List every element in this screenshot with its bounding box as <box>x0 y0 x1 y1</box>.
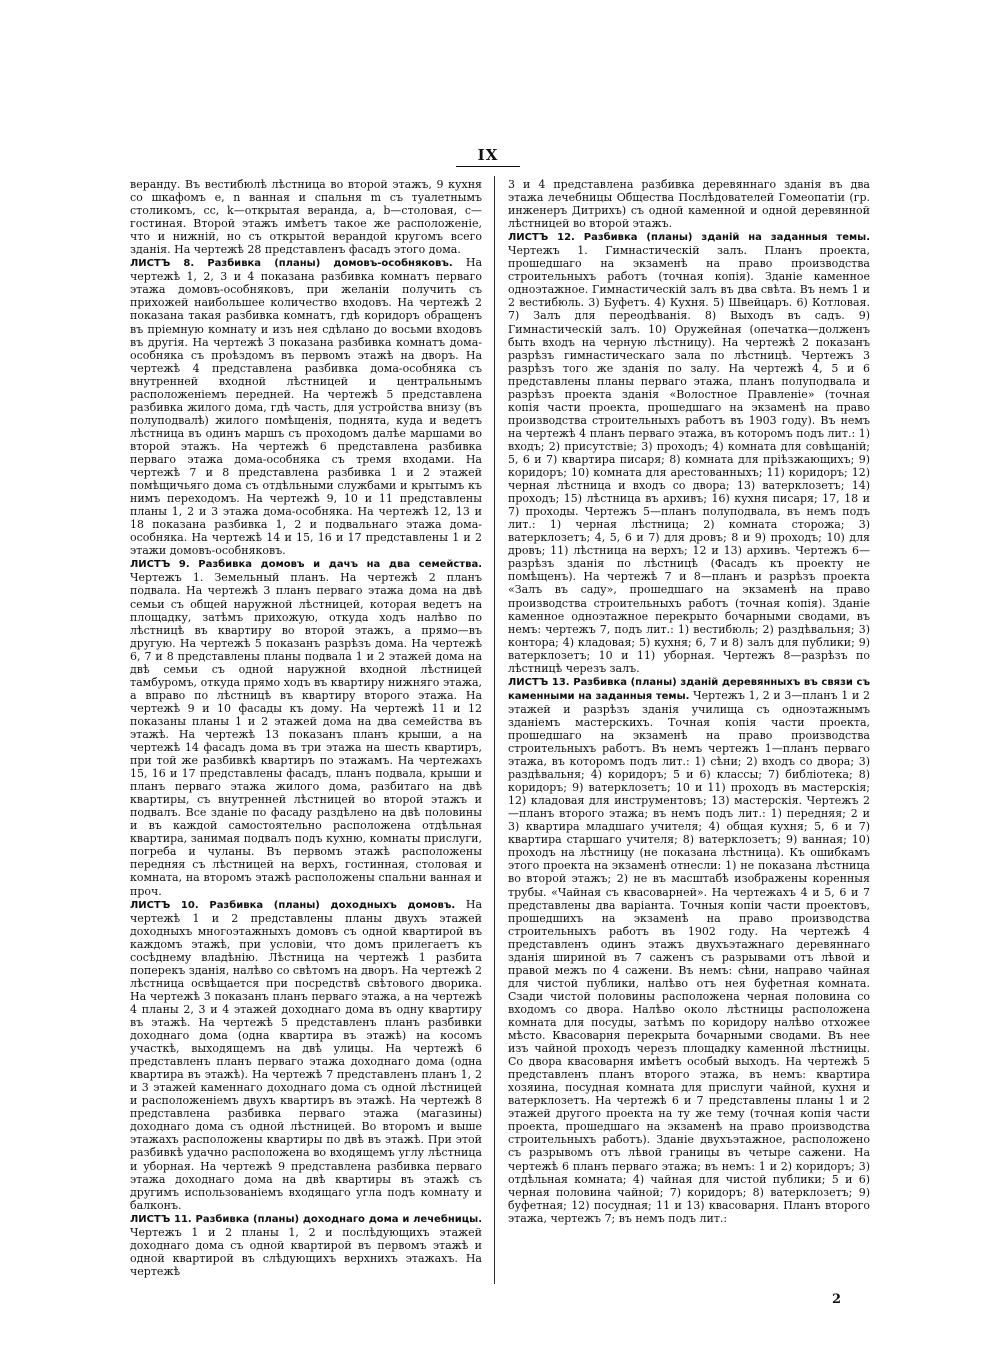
sheet-title: Разбивка (планы) зданій на заданныя темы. <box>583 232 870 244</box>
paragraph-text: Чертежъ 1. Гимнастическій залъ. Планъ проекта, прошедшаго на экзаменѣ на право производства строительныхъ работъ (точная копія). Зданіе каменное одноэтажное. Гимнастическій залъ въ два свѣта. Въ немъ 1 и 2 вестибюль. 3) Буфетъ. 4) Кухня. 5) Швейцаръ. 6) Котловая. 7) Залъ для переодѣванія. 8) Выходъ въ садъ. 9) Гимнастическій залъ. 10) Оружейная (опечатка—долженъ быть входъ на черную лѣстницу). На чертежѣ 2 показанъ разрѣзъ гимнастическаго зала по лѣстницѣ. Чертежъ 3 разрѣзъ того же зданія по залу. На чертежѣ 4, 5 и 6 представлены планы перваго этажа, планъ полуподвала и разрѣзъ проекта зданія «Волостное Правленіе» (точная копія части проекта, прошедшаго на экзаменѣ на право производства строительныхъ работъ въ 1903 году). Въ немъ на чертежѣ 4 планъ перваго этажа, въ которомъ подъ лит.: 1) входъ; 2) присутствіе; 3) проходъ; 4) комната для совѣщаній; 5, 6 и 7) квартира писаря; 8) комната для пріѣзжающихъ; 9) коридоръ; 10) комната для арестованныхъ; 11) коридоръ; 12) черная лѣстница и входъ со двора; 13) ватерклозетъ; 14) проходъ; 15) лѣстница въ архивъ; 16) кухня писаря; 17, 18 и 7) проходы. Чертежъ 5—планъ полуподвала, въ немъ подъ лит.: 1) черная лѣстница; 2) комната сторожа; 3) ватерклозетъ; 4, 5, 6 и 7) для дровъ; 8 и 9) проходъ; 10) для дровъ; 11) лѣстница на верхъ; 12 и 13) архивъ. Чертежъ 6—разрѣзъ зданія по лѣстницѣ (Фасадъ къ проекту не помѣщенъ). На чертежѣ 7 и 8—планъ и разрѣзъ проекта «Залъ въ саду», прошедшаго на экзаменѣ на право производства строительныхъ работъ (точная копія). Зданіе каменное одноэтажное перекрыто бочарными сводами, въ немъ: чертежъ 7, подъ лит.: 1) вестибюль; 2) раздѣвальня; 3) контора; 4) кладовая; 5) кухня; 6, 7 и 8) залъ для публики; 9) ватерклозетъ; 10 и 11) уборная. Чертежъ 8—разрѣзъ по лѣстницѣ черезъ залъ. <box>508 244 870 675</box>
page-number: IX <box>456 146 520 167</box>
sheet-title: Разбивка (планы) доходнаго дома и лечебницы. <box>195 1213 482 1225</box>
sheet-label: ЛИСТЪ 11. <box>130 1213 192 1225</box>
paragraph-text: Чертежъ 1 и 2 планы 1, 2 и послѣдующихъ этажей доходнаго дома съ одной квартирой въ первомъ этажѣ и одной квартирой въ слѣдующихъ верхнихъ этажахъ. На чертежѣ <box>130 1225 482 1278</box>
left-column <box>130 178 482 1278</box>
paragraph-text: На чертежѣ 1, 2, 3 и 4 показана разбивка комнатъ перваго этажа домовъ-особняковъ, при желаніи получить съ прихожей наибольшее количество входовъ. На чертежѣ 2 показана такая разбивка комнатъ, гдѣ коридоръ обращенъ въ пріемную комнату и изъ нея сдѣлано до восьми входовъ въ другія. На чертежѣ 3 показана разбивка комнатъ дома-особняка съ проѣздомъ въ первомъ этажѣ на дворъ. На чертежѣ 4 представлена разбивка дома-особняка съ внутренней входной лѣстницей и центральнымъ расположеніемъ передней. На чертежѣ 5 представлена разбивка жилого дома, гдѣ часть, для устройства внизу (въ полуподвалѣ) жилого помѣщенія, поднята, куда и ведетъ лѣстница въ одинъ маршъ съ проходомъ далѣе маршами во второй этажъ. На чертежѣ 6 представлена разбивка перваго этажа дома-особняка съ тремя входами. На чертежѣ 7 и 8 представлена разбивка 1 и 2 этажей помѣщичьяго дома съ отдѣльными службами и крытымъ къ нимъ переходомъ. На чертежѣ 9, 10 и 11 представлены планы 1, 2 и 3 этажа дома-особняка. На чертежѣ 12, 13 и 18 показана разбивка 1, 2 и подвальнаго этажа дома-особняка. На чертежѣ 14 и 15, 16 и 17 представлены 1 и 2 этажи домовъ-особняковъ. <box>130 256 482 558</box>
paragraph-text: Чертежъ 1. Земельный планъ. На чертежѣ 2 планъ подвала. На чертежѣ 3 планъ перваго этажа дома на двѣ семьи съ общей наружной лѣстницей, которая ведетъ на площадку, затѣмъ прихожую, откуда ходъ налѣво по лѣстницѣ въ квартиру во второй этажъ, а прямо—въ другую. На чертежѣ 5 показанъ разрѣзъ дома. На чертежѣ 6, 7 и 8 представлены планы подвала 1 и 2 этажей дома на двѣ семьи съ одной наружной входной лѣстницей тамбуромъ, откуда прямо ходъ въ квартиру нижняго этажа, а вправо по лѣстницѣ въ квартиру второго этажа. На чертежѣ 9 и 10 фасады къ дому. На чертежѣ 11 и 12 показаны планы 1 и 2 этажей дома на два семейства въ этажѣ. На чертежѣ 13 показанъ планъ крыши, а на чертежѣ 14 фасадъ дома въ три этажа на шесть квартиръ, при той же разбивкѣ квартиръ по этажамъ. На чертежахъ 15, 16 и 17 представлены фасадъ, планъ подвала, крыши и планъ перваго этажа жилого дома, разбитаго на двѣ квартиры, съ внутренней лѣстницей во второй этажъ и подвалъ. Все зданіе по фасаду раздѣлено на двѣ половины и въ каждой самостоятельно расположена отдѣльная квартира, занимая подвалъ подъ кухню, комнаты прислуги, погреба и чуланы. Въ первомъ этажѣ расположены передняя съ лѣстницей на верхъ, гостинная, столовая и комната, на второмъ этажѣ расположены спальни ванная и проч. <box>130 571 482 898</box>
sheet-title: Разбивка (планы) зданій деревянныхъ въ связи съ каменными на заданныя темы. <box>508 676 870 702</box>
paragraph <box>508 675 870 1225</box>
paragraph <box>130 898 482 1212</box>
sheet-label: ЛИСТЪ 10. <box>130 899 199 911</box>
paragraph <box>508 230 870 675</box>
sheet-label: ЛИСТЪ 13. <box>508 676 570 688</box>
paragraph <box>130 557 482 897</box>
signature-mark: 2 <box>832 1292 842 1307</box>
sheet-label: ЛИСТЪ 12. <box>508 232 575 244</box>
paragraph-text: Чертежъ 1, 2 и 3—планъ 1 и 2 этажей и разрѣзъ зданія училища съ одноэтажнымъ зданіемъ мастерскихъ. Точная копія части проекта, прошедшаго на экзаменѣ на право производства строительныхъ работъ. Въ немъ чертежъ 1—планъ перваго этажа, въ которомъ подъ лит.: 1) сѣни; 2) входъ со двора; 3) раздѣвальня; 4) коридоръ; 5 и 6) классы; 7) библіотека; 8) коридоръ; 9) ватерклозетъ; 10 и 11) проходъ въ мастерскія; 12) кладовая для инструментовъ; 13) мастерскія. Чертежъ 2—планъ второго этажа; въ немъ подъ лит.: 1) передняя; 2 и 3) квартира младшаго учителя; 4) общая кухня; 5, 6 и 7) квартира старшаго учителя; 8) ватерклозетъ; 9) ванная; 10) проходъ на лѣстницу (не показана лѣстница). Къ ошибкамъ этого проекта на экзаменѣ отнесли: 1) не показана лѣстница во второй этажъ; 2) не въ масштабѣ изображены коренныя трубы. «Чайная съ квасоварней». На чертежахъ 4 и 5, 6 и 7 представлены два варіанта. Точныя копіи части проектовъ, прошедшихъ на экзаменѣ на право производства строительныхъ работъ въ 1902 году. На чертежѣ 4 представленъ одинъ этажъ двухъэтажнаго деревяннаго зданія шириной въ 7 саженъ съ разрывами отъ лѣвой и правой межъ по 4 сажени. Въ немъ: сѣни, направо чайная для чистой публики, налѣво отъ нея буфетная комната. Сзади чистой половины расположена черная половина со входомъ со двора. Налѣво около лѣстницы расположена комната для посуды, затѣмъ по коридору налѣво отхожее мѣсто. Квасоварня перекрыта бочарными сводами. Въ нее изъ чайной проходъ черезъ площадку каменной лѣстницы. Со двора квасоварня имѣетъ особый выходъ. На чертежѣ 5 представленъ планъ второго этажа, въ немъ: квартира хозяина, посудная комната для прислуги чайной, кухня и ватерклозетъ. На чертежѣ 6 и 7 представлены планы 1 и 2 этажей другого проекта на ту же тему (точная копія части проекта, прошедшаго на экзаменѣ на право производства строительныхъ работъ). Зданіе двухъэтажное, расположено съ разрывомъ отъ лѣвой границы въ четыре сажени. На чертежѣ 6 планъ перваго этажа; въ немъ: 1 и 2) коридоръ; 3) отдѣльная комната; 4) чайная для чистой публики; 5 и 6) черная половина чайной; 7) коридоръ; 8) ватерклозетъ; 9) буфетная; 12) посудная; 11 и 13) квасоварня. Планъ второго этажа, чертежъ 7; въ немъ подъ лит.: <box>508 688 870 1225</box>
paragraph <box>508 178 870 230</box>
sheet-title: Разбивка (планы) доходныхъ домовъ. <box>209 899 456 911</box>
paragraph <box>130 178 482 256</box>
sheet-title: Разбивка (планы) домовъ-особняковъ. <box>207 258 453 270</box>
paragraph <box>130 1212 482 1278</box>
column-divider <box>494 176 495 1284</box>
right-column <box>508 178 870 1278</box>
sheet-label: ЛИСТЪ 8. <box>130 258 195 270</box>
sheet-label: ЛИСТЪ 9. <box>130 559 190 571</box>
paragraph-text: На чертежѣ 1 и 2 представлены планы двухъ этажей доходныхъ многоэтажныхъ домовъ съ одной квартирой въ каждомъ этажѣ, при условіи, что домъ прилегаетъ къ сосѣднему владѣнію. Лѣстница на чертежѣ 1 разбита поперекъ зданія, налѣво со свѣтомъ на дворъ. На чертежѣ 2 лѣстница освѣщается при посредствѣ свѣтового дворика. На чертежѣ 3 показанъ планъ перваго этажа, а на чертежѣ 4 планы 2, 3 и 4 этажей доходнаго дома въ одну квартиру въ этажѣ. На чертежѣ 5 представленъ планъ разбивки доходнаго дома (одна квартира въ этажѣ) на косомъ участкѣ, выходящемъ на двѣ улицы. На чертежѣ 6 представленъ планъ перваго этажа доходнаго дома (одна квартира въ этажѣ). На чертежѣ 7 представленъ планъ 1, 2 и 3 этажей каменнаго доходнаго дома съ одной лѣстницей и расположеніемъ двухъ квартиръ въ этажѣ. На чертежѣ 8 представлена разбивка перваго этажа (магазины) доходнаго дома съ одной лѣстницей. Во второмъ и выше этажахъ расположены квартиры по двѣ въ этажѣ. При этой разбивкѣ удачно расположена во входящемъ углу лѣстница и уборная. На чертежѣ 9 представлена разбивка перваго этажа доходнаго дома на двѣ квартиры въ этажѣ съ другимъ использованіемъ входящаго угла подъ комнату и балконъ. <box>130 897 482 1212</box>
paragraph <box>130 256 482 557</box>
paragraph-text: веранду. Въ вестибюлѣ лѣстница во второй этажъ, 9 кухня со шкафомъ е, n ванная и спальня m съ туалетнымъ столикомъ, сс, k—открытая веранда, a, b—столовая, c—гостиная. Второй этажъ имѣетъ такое же расположеніе, что и нижній, но съ открытой верандой кругомъ всего зданія. На чертежѣ 28 представленъ фасадъ этого дома. <box>130 178 482 257</box>
paragraph-text: 3 и 4 представлена разбивка деревяннаго зданія въ два этажа лечебницы Общества Послѣдователей Гомеопатіи (гр. инженеръ Дитрихъ) съ одной каменной и одной деревянной лѣстницей во второй этажъ. <box>508 178 870 231</box>
sheet-title: Разбивка домовъ и дачъ на два семейства. <box>198 559 482 571</box>
